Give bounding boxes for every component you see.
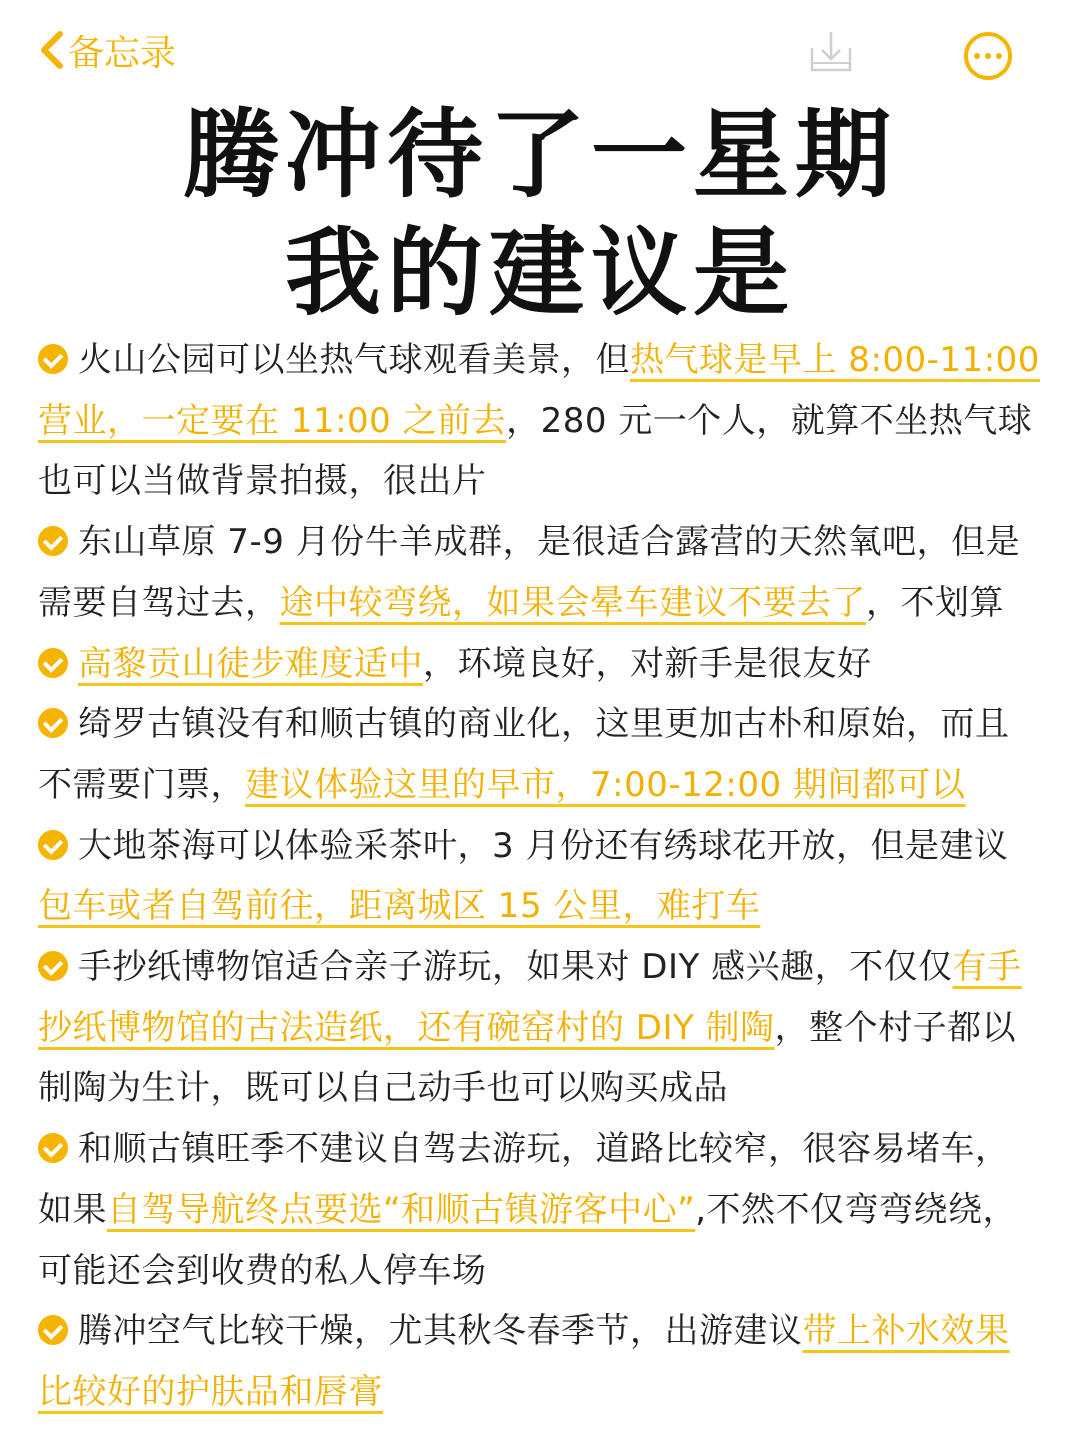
check-circle-icon [38, 526, 68, 556]
tip-text: ,不然不仅弯弯绕绕，可能还会到收费的私人停车场 [38, 1189, 1018, 1291]
tip-text: 火山公园可以坐热气球观看美景，但 [78, 340, 630, 380]
tip-text: 腾冲空气比较干燥，尤其秋冬春季节，出游建议 [78, 1311, 803, 1352]
tip-text: 和顺古镇旺季不建议自驾去游玩，道路比较窄，很容易堵车，如果 [38, 1129, 1010, 1230]
check-circle-icon [38, 344, 68, 374]
tip-highlight: 带上补水效果比较好的护肤品和唇膏 [38, 1311, 1010, 1412]
tip-highlight: 包车或者自驾前往，距离城区 15 公里，难打车 [38, 886, 761, 927]
more-dot [974, 53, 980, 59]
tip-item [38, 1119, 1042, 1301]
check-circle-icon [38, 830, 68, 860]
tip-text: 绮罗古镇没有和顺古镇的商业化，这里更加古朴和原始，而且不需要门票， [38, 704, 1010, 805]
check-circle-icon [38, 648, 68, 678]
tip-item [38, 816, 1042, 937]
tip-highlight: 建议体验这里的早市，7:00-12:00 期间都可以 [245, 764, 966, 805]
check-circle-icon [38, 708, 68, 738]
tip-highlight: 热气球是早上 8:00-11:00 营业，一定要在 11:00 之前去 [38, 340, 1040, 441]
tip-highlight: 有手抄纸博物馆的古法造纸，还有碗窑村的 DIY 制陶 [38, 947, 1022, 1048]
back-button[interactable] [38, 26, 176, 74]
tip-text: ，不划算 [866, 582, 1004, 623]
tips-list [38, 330, 1042, 1423]
tip-highlight: 自驾导航终点要选“和顺古镇游客中心” [107, 1189, 696, 1230]
tip-item [38, 330, 1042, 512]
tip-text: 东山草原 7-9 月份牛羊成群，是很适合露营的天然氧吧，但是需要自驾过去， [38, 522, 1021, 623]
download-icon[interactable] [808, 30, 854, 74]
tip-text: ，整个村子都以制陶为生计，既可以自己动手也可以购买成品 [38, 1007, 1017, 1109]
tip-item [38, 512, 1042, 633]
tip-item [38, 937, 1042, 1119]
tip-item [38, 694, 1042, 815]
tip-text: 大地茶海可以体验采茶叶，3 月份还有绣球花开放，但是建议 [78, 825, 1009, 866]
tip-item [38, 1301, 1042, 1422]
nav-bar [0, 0, 1080, 110]
title-line-1: 腾冲待了一星期 [183, 99, 897, 211]
back-label: 备忘录 [68, 32, 177, 74]
check-circle-icon [38, 1315, 68, 1345]
tip-text: ，280 元一个人，就算不坐热气球也可以当做背景拍摄，很出片 [38, 400, 1033, 502]
check-circle-icon [38, 951, 68, 981]
page-title [0, 96, 1080, 332]
tip-highlight: 途中较弯绕，如果会晕车建议不要去了 [279, 582, 866, 623]
more-dot [996, 53, 1002, 59]
tip-text: 手抄纸博物馆适合亲子游玩，如果对 DIY 感兴趣，不仅仅 [78, 947, 953, 988]
tip-highlight: 高黎贡山徒步难度适中 [78, 643, 423, 684]
tip-item [38, 634, 1042, 695]
title-line-2: 我的建议是 [285, 217, 795, 329]
tip-text: ，环境良好，对新手是很友好 [423, 643, 872, 684]
more-button[interactable] [964, 32, 1012, 80]
check-circle-icon [38, 1133, 68, 1163]
chevron-left-icon [38, 30, 64, 70]
more-dot [985, 53, 991, 59]
